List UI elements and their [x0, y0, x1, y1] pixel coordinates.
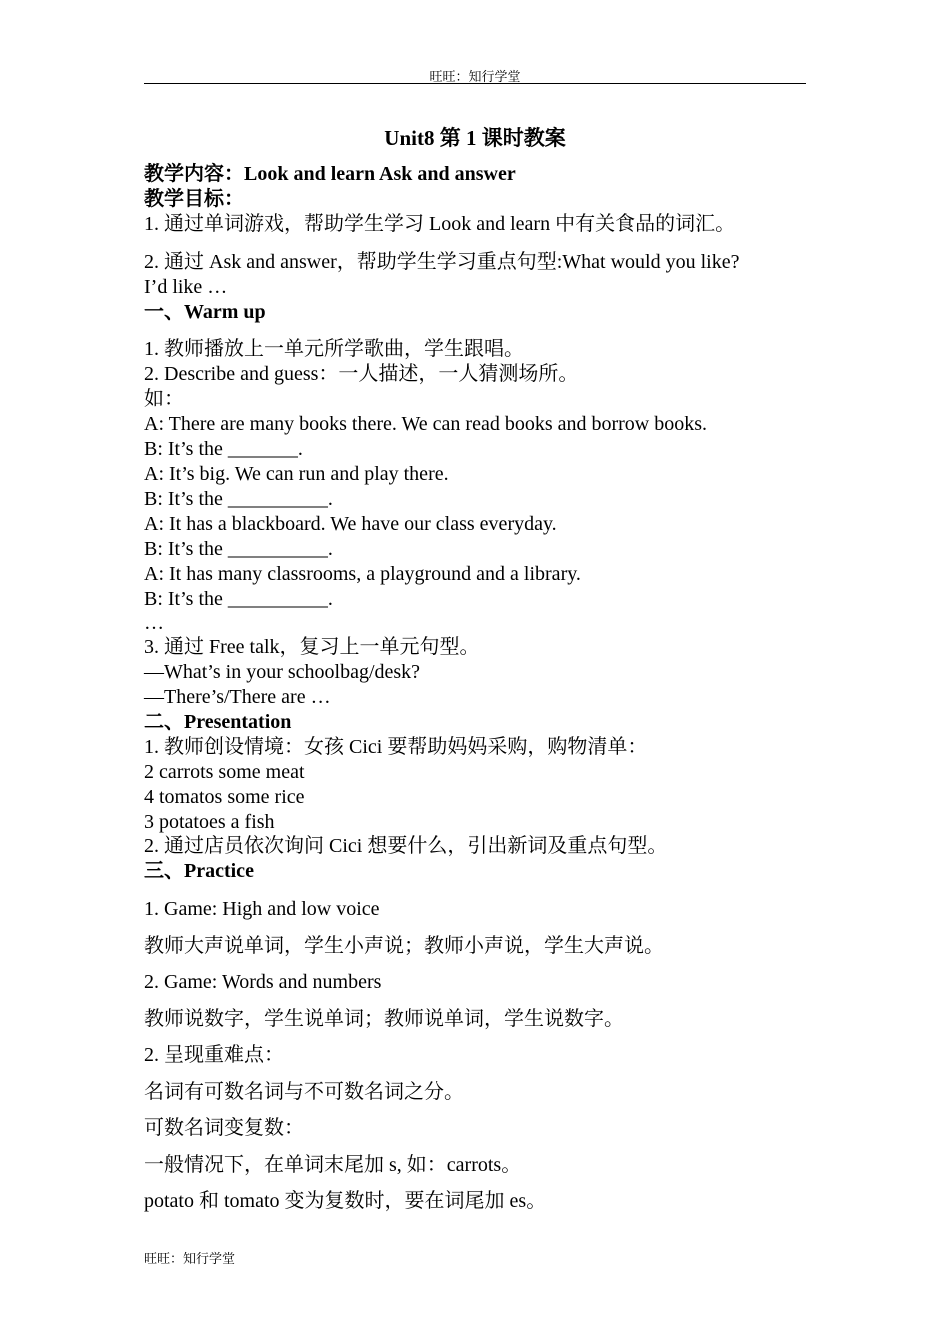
page-footer: 旺旺：知行学堂	[144, 1251, 236, 1266]
plural-rule-2: potato 和 tomato 变为复数时，要在词尾加 es。	[144, 1190, 547, 1212]
teaching-goals-heading: 教学目标：	[144, 188, 244, 210]
ellipsis: …	[144, 612, 164, 634]
key-points-heading: 2. 呈现重难点：	[144, 1044, 284, 1066]
dialog-line: B: It’s the __________.	[144, 538, 333, 560]
plural-rule-1: 一般情况下，在单词末尾加 s, 如：carrots。	[144, 1154, 522, 1176]
teaching-content: 教学内容：Look and learn Ask and answer	[144, 163, 516, 185]
practice-heading: 三、Practice	[144, 860, 254, 882]
goal-2: 2. 通过 Ask and answer，帮助学生学习重点句型:What would you like?	[144, 251, 740, 273]
plural-heading: 可数名词变复数：	[144, 1117, 304, 1139]
shopping-list-item: 4 tomatos some rice	[144, 786, 305, 808]
practice-game-1-desc: 教师大声说单词，学生小声说；教师小声说，学生大声说。	[144, 935, 664, 957]
nouns-rule: 名词有可数名词与不可数名词之分。	[144, 1081, 464, 1103]
practice-game-2-desc: 教师说数字，学生说单词；教师说单词，学生说数字。	[144, 1008, 624, 1030]
page-header: 旺旺：知行学堂	[429, 69, 521, 84]
dialog-line: A: It’s big. We can run and play there.	[144, 463, 449, 485]
freetalk-answer: —There’s/There are …	[144, 686, 331, 708]
dialog-line: A: It has a blackboard. We have our class everyday.	[144, 513, 557, 535]
presentation-heading: 二、Presentation	[144, 711, 292, 733]
dialog-line: A: There are many books there. We can read books and borrow books.	[144, 413, 708, 435]
practice-game-2: 2. Game: Words and numbers	[144, 971, 382, 993]
goal-1: 1. 通过单词游戏，帮助学生学习 Look and learn 中有关食品的词汇。	[144, 213, 736, 235]
dialog-line: B: It’s the __________.	[144, 588, 333, 610]
practice-game-1: 1. Game: High and low voice	[144, 898, 380, 920]
warmup-step-1: 1. 教师播放上一单元所学歌曲，学生跟唱。	[144, 338, 524, 360]
page-title: Unit8 第 1 课时教案	[384, 126, 566, 150]
example-label: 如：	[144, 388, 184, 410]
freetalk-question: —What’s in your schoolbag/desk?	[144, 661, 421, 683]
header-divider	[144, 83, 806, 84]
warmup-step-2: 2. Describe and guess：一人描述，一人猜测场所。	[144, 363, 579, 385]
presentation-step-1: 1. 教师创设情境：女孩 Cici 要帮助妈妈采购，购物清单：	[144, 736, 648, 758]
dialog-line: B: It’s the _______.	[144, 438, 303, 460]
dialog-line: A: It has many classrooms, a playground and a library.	[144, 563, 581, 585]
presentation-step-2: 2. 通过店员依次询问 Cici 想要什么，引出新词及重点句型。	[144, 835, 668, 857]
warmup-step-3: 3. 通过 Free talk，复习上一单元句型。	[144, 636, 480, 658]
shopping-list-item: 3 potatoes a fish	[144, 811, 275, 833]
shopping-list-item: 2 carrots some meat	[144, 761, 305, 783]
warmup-heading: 一、Warm up	[144, 301, 266, 323]
goal-2-continued: I’d like …	[144, 276, 228, 298]
dialog-line: B: It’s the __________.	[144, 488, 333, 510]
